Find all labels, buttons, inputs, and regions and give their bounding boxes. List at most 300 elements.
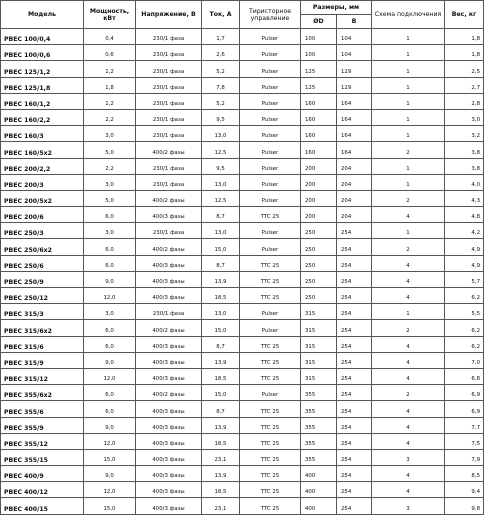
- cell-thyristor: TTC 25: [240, 433, 301, 449]
- cell-b: 254: [337, 271, 372, 287]
- cell-thyristor: TTC 25: [240, 207, 301, 223]
- cell-model: PBEC 125/1,2: [1, 61, 84, 77]
- cell-weight: 1,8: [445, 45, 484, 61]
- cell-od: 315: [301, 352, 337, 368]
- cell-b: 254: [337, 482, 372, 498]
- cell-scheme: 4: [372, 417, 445, 433]
- cell-weight: 4,9: [445, 255, 484, 271]
- cell-thyristor: Pulser: [240, 61, 301, 77]
- cell-power: 3,0: [84, 126, 136, 142]
- cell-weight: 8,5: [445, 466, 484, 482]
- cell-scheme: 4: [372, 433, 445, 449]
- cell-weight: 4,9: [445, 239, 484, 255]
- cell-power: 0,6: [84, 45, 136, 61]
- cell-voltage: 230/1 фаза: [136, 304, 202, 320]
- cell-voltage: 400/3 фазы: [136, 255, 202, 271]
- cell-current: 8,7: [202, 207, 240, 223]
- cell-model: PBEC 125/1,8: [1, 77, 84, 93]
- cell-b: 254: [337, 368, 372, 384]
- header-power: Мощность, кВт: [84, 1, 136, 29]
- cell-voltage: 400/3 фазы: [136, 401, 202, 417]
- cell-b: 164: [337, 126, 372, 142]
- cell-voltage: 230/1 фаза: [136, 109, 202, 125]
- cell-power: 9,0: [84, 466, 136, 482]
- cell-b: 254: [337, 498, 372, 514]
- cell-od: 160: [301, 93, 337, 109]
- cell-current: 15,0: [202, 239, 240, 255]
- cell-voltage: 400/3 фазы: [136, 288, 202, 304]
- cell-model: PBEC 250/3: [1, 223, 84, 239]
- cell-scheme: 2: [372, 190, 445, 206]
- table-row: [1, 142, 484, 158]
- cell-power: 5,0: [84, 190, 136, 206]
- table-row: [1, 385, 484, 401]
- cell-power: 2,2: [84, 158, 136, 174]
- cell-scheme: 1: [372, 174, 445, 190]
- cell-thyristor: Pulser: [240, 320, 301, 336]
- cell-voltage: 400/3 фазы: [136, 207, 202, 223]
- cell-power: 6,0: [84, 401, 136, 417]
- cell-od: 250: [301, 271, 337, 287]
- cell-b: 254: [337, 466, 372, 482]
- cell-weight: 6,8: [445, 368, 484, 384]
- cell-voltage: 400/3 фазы: [136, 466, 202, 482]
- cell-thyristor: Pulser: [240, 239, 301, 255]
- cell-scheme: 1: [372, 29, 445, 45]
- cell-power: 12,0: [84, 368, 136, 384]
- cell-current: 5,2: [202, 61, 240, 77]
- cell-scheme: 1: [372, 61, 445, 77]
- cell-weight: 7,7: [445, 417, 484, 433]
- cell-scheme: 1: [372, 77, 445, 93]
- cell-voltage: 400/3 фазы: [136, 417, 202, 433]
- cell-weight: 6,9: [445, 401, 484, 417]
- cell-power: 6,0: [84, 207, 136, 223]
- cell-power: 15,0: [84, 498, 136, 514]
- cell-model: PBEC 250/6x2: [1, 239, 84, 255]
- table-row: [1, 304, 484, 320]
- cell-scheme: 1: [372, 45, 445, 61]
- cell-model: PBEC 160/2,2: [1, 109, 84, 125]
- cell-current: 13,9: [202, 466, 240, 482]
- cell-current: 13,0: [202, 126, 240, 142]
- table-row: [1, 466, 484, 482]
- cell-weight: 3,0: [445, 109, 484, 125]
- cell-thyristor: Pulser: [240, 190, 301, 206]
- cell-weight: 4,2: [445, 223, 484, 239]
- header-weight: Вес, кг: [445, 1, 484, 29]
- cell-od: 160: [301, 126, 337, 142]
- cell-od: 250: [301, 239, 337, 255]
- table-row: [1, 320, 484, 336]
- cell-model: PBEC 315/6: [1, 336, 84, 352]
- cell-thyristor: TTC 25: [240, 417, 301, 433]
- cell-thyristor: TTC 25: [240, 255, 301, 271]
- cell-current: 12,5: [202, 142, 240, 158]
- cell-current: 9,5: [202, 158, 240, 174]
- cell-thyristor: Pulser: [240, 142, 301, 158]
- cell-b: 254: [337, 449, 372, 465]
- cell-weight: 6,9: [445, 385, 484, 401]
- table-row: [1, 336, 484, 352]
- cell-weight: 2,7: [445, 77, 484, 93]
- cell-b: 254: [337, 336, 372, 352]
- cell-power: 6,0: [84, 239, 136, 255]
- cell-od: 125: [301, 61, 337, 77]
- cell-power: 9,0: [84, 417, 136, 433]
- cell-thyristor: TTC 25: [240, 288, 301, 304]
- cell-power: 9,0: [84, 271, 136, 287]
- cell-b: 254: [337, 352, 372, 368]
- cell-od: 355: [301, 401, 337, 417]
- cell-model: PBEC 250/12: [1, 288, 84, 304]
- cell-current: 13,9: [202, 352, 240, 368]
- cell-power: 12,0: [84, 288, 136, 304]
- cell-weight: 5,7: [445, 271, 484, 287]
- cell-weight: 1,8: [445, 29, 484, 45]
- cell-scheme: 2: [372, 239, 445, 255]
- cell-thyristor: Pulser: [240, 93, 301, 109]
- cell-b: 104: [337, 45, 372, 61]
- cell-current: 18,5: [202, 368, 240, 384]
- cell-model: PBEC 100/0,4: [1, 29, 84, 45]
- table-row: [1, 61, 484, 77]
- table-row: [1, 368, 484, 384]
- cell-current: 13,9: [202, 417, 240, 433]
- cell-current: 7,8: [202, 77, 240, 93]
- cell-voltage: 400/2 фазы: [136, 239, 202, 255]
- cell-voltage: 230/1 фаза: [136, 77, 202, 93]
- cell-scheme: 4: [372, 482, 445, 498]
- cell-model: PBEC 355/6x2: [1, 385, 84, 401]
- cell-od: 160: [301, 109, 337, 125]
- cell-thyristor: TTC 25: [240, 449, 301, 465]
- cell-scheme: 3: [372, 449, 445, 465]
- cell-power: 9,0: [84, 352, 136, 368]
- table-header: [1, 1, 484, 29]
- cell-model: PBEC 400/15: [1, 498, 84, 514]
- cell-weight: 6,2: [445, 288, 484, 304]
- cell-b: 254: [337, 401, 372, 417]
- cell-od: 355: [301, 433, 337, 449]
- cell-od: 250: [301, 255, 337, 271]
- cell-power: 6,0: [84, 255, 136, 271]
- cell-power: 6,0: [84, 320, 136, 336]
- cell-b: 204: [337, 174, 372, 190]
- table-row: [1, 158, 484, 174]
- cell-current: 23,1: [202, 498, 240, 514]
- header-od: ØD: [301, 15, 337, 29]
- cell-current: 13,0: [202, 223, 240, 239]
- cell-od: 160: [301, 142, 337, 158]
- cell-weight: 2,8: [445, 93, 484, 109]
- cell-b: 129: [337, 77, 372, 93]
- cell-od: 250: [301, 288, 337, 304]
- cell-od: 355: [301, 449, 337, 465]
- table-row: [1, 449, 484, 465]
- cell-model: PBEC 200/6: [1, 207, 84, 223]
- cell-scheme: 3: [372, 498, 445, 514]
- cell-scheme: 2: [372, 385, 445, 401]
- cell-scheme: 1: [372, 93, 445, 109]
- header-scheme: Схема подключения: [372, 1, 445, 29]
- table-row: [1, 417, 484, 433]
- cell-voltage: 400/3 фазы: [136, 336, 202, 352]
- cell-power: 15,0: [84, 449, 136, 465]
- cell-od: 355: [301, 417, 337, 433]
- cell-od: 100: [301, 29, 337, 45]
- cell-weight: 6,2: [445, 320, 484, 336]
- cell-od: 125: [301, 77, 337, 93]
- cell-scheme: 2: [372, 142, 445, 158]
- cell-thyristor: Pulser: [240, 45, 301, 61]
- cell-weight: 4,3: [445, 190, 484, 206]
- cell-thyristor: Pulser: [240, 304, 301, 320]
- cell-thyristor: TTC 25: [240, 482, 301, 498]
- cell-model: PBEC 160/1,2: [1, 93, 84, 109]
- table-row: [1, 126, 484, 142]
- cell-voltage: 400/3 фазы: [136, 449, 202, 465]
- cell-voltage: 400/3 фазы: [136, 433, 202, 449]
- table-row: [1, 29, 484, 45]
- cell-current: 15,0: [202, 320, 240, 336]
- table-row: [1, 401, 484, 417]
- cell-model: PBEC 250/6: [1, 255, 84, 271]
- cell-current: 1,7: [202, 29, 240, 45]
- cell-current: 18,5: [202, 482, 240, 498]
- table-row: [1, 482, 484, 498]
- cell-power: 2,2: [84, 109, 136, 125]
- cell-model: PBEC 355/12: [1, 433, 84, 449]
- cell-voltage: 230/1 фаза: [136, 93, 202, 109]
- cell-b: 254: [337, 417, 372, 433]
- cell-voltage: 230/1 фаза: [136, 61, 202, 77]
- table-row: [1, 271, 484, 287]
- cell-power: 1,2: [84, 93, 136, 109]
- cell-power: 12,0: [84, 482, 136, 498]
- cell-voltage: 400/2 фазы: [136, 385, 202, 401]
- cell-scheme: 4: [372, 288, 445, 304]
- cell-power: 3,0: [84, 223, 136, 239]
- cell-thyristor: Pulser: [240, 109, 301, 125]
- cell-b: 129: [337, 61, 372, 77]
- cell-od: 250: [301, 223, 337, 239]
- cell-current: 5,2: [202, 93, 240, 109]
- cell-voltage: 400/3 фазы: [136, 498, 202, 514]
- cell-od: 200: [301, 207, 337, 223]
- cell-b: 164: [337, 109, 372, 125]
- cell-model: PBEC 200/3: [1, 174, 84, 190]
- cell-od: 400: [301, 466, 337, 482]
- cell-current: 15,0: [202, 385, 240, 401]
- table-body: [1, 29, 484, 515]
- cell-scheme: 4: [372, 466, 445, 482]
- header-dimensions: Размеры, мм: [301, 1, 372, 15]
- cell-weight: 2,5: [445, 61, 484, 77]
- cell-voltage: 230/1 фаза: [136, 158, 202, 174]
- cell-thyristor: TTC 25: [240, 352, 301, 368]
- cell-voltage: 230/1 фаза: [136, 126, 202, 142]
- cell-model: PBEC 315/9: [1, 352, 84, 368]
- cell-thyristor: TTC 25: [240, 271, 301, 287]
- cell-power: 5,0: [84, 142, 136, 158]
- cell-weight: 3,8: [445, 158, 484, 174]
- cell-weight: 4,0: [445, 174, 484, 190]
- cell-od: 315: [301, 336, 337, 352]
- cell-od: 200: [301, 174, 337, 190]
- cell-scheme: 2: [372, 320, 445, 336]
- cell-voltage: 230/1 фаза: [136, 174, 202, 190]
- cell-scheme: 1: [372, 126, 445, 142]
- cell-b: 254: [337, 223, 372, 239]
- cell-thyristor: TTC 25: [240, 498, 301, 514]
- cell-model: PBEC 315/3: [1, 304, 84, 320]
- cell-model: PBEC 355/15: [1, 449, 84, 465]
- cell-current: 12,5: [202, 190, 240, 206]
- cell-od: 355: [301, 385, 337, 401]
- cell-weight: 3,8: [445, 142, 484, 158]
- cell-od: 200: [301, 190, 337, 206]
- cell-voltage: 400/3 фазы: [136, 368, 202, 384]
- cell-voltage: 400/2 фазы: [136, 190, 202, 206]
- cell-weight: 6,2: [445, 336, 484, 352]
- table-row: [1, 109, 484, 125]
- cell-voltage: 230/1 фаза: [136, 223, 202, 239]
- cell-b: 104: [337, 29, 372, 45]
- table-row: [1, 433, 484, 449]
- cell-thyristor: Pulser: [240, 223, 301, 239]
- table-row: [1, 190, 484, 206]
- cell-current: 18,5: [202, 433, 240, 449]
- cell-thyristor: Pulser: [240, 174, 301, 190]
- table-row: [1, 498, 484, 514]
- cell-thyristor: Pulser: [240, 126, 301, 142]
- cell-model: PBEC 355/6: [1, 401, 84, 417]
- cell-model: PBEC 100/0,6: [1, 45, 84, 61]
- table-row: [1, 239, 484, 255]
- cell-voltage: 230/1 фаза: [136, 29, 202, 45]
- cell-scheme: 1: [372, 158, 445, 174]
- cell-current: 8,7: [202, 401, 240, 417]
- cell-model: PBEC 200/5x2: [1, 190, 84, 206]
- cell-model: PBEC 355/9: [1, 417, 84, 433]
- cell-power: 0,4: [84, 29, 136, 45]
- cell-od: 315: [301, 320, 337, 336]
- cell-scheme: 4: [372, 352, 445, 368]
- cell-current: 13,9: [202, 271, 240, 287]
- cell-b: 254: [337, 320, 372, 336]
- cell-thyristor: TTC 25: [240, 466, 301, 482]
- cell-scheme: 4: [372, 336, 445, 352]
- header-model: Модель: [1, 1, 84, 29]
- cell-voltage: 400/2 фазы: [136, 320, 202, 336]
- cell-voltage: 230/1 фаза: [136, 45, 202, 61]
- cell-weight: 3,2: [445, 126, 484, 142]
- cell-thyristor: TTC 25: [240, 336, 301, 352]
- cell-b: 164: [337, 93, 372, 109]
- table-row: [1, 223, 484, 239]
- cell-current: 9,5: [202, 109, 240, 125]
- cell-thyristor: TTC 25: [240, 401, 301, 417]
- cell-weight: 4,8: [445, 207, 484, 223]
- cell-model: PBEC 400/9: [1, 466, 84, 482]
- cell-power: 12,0: [84, 433, 136, 449]
- cell-voltage: 400/3 фазы: [136, 271, 202, 287]
- cell-weight: 9,8: [445, 498, 484, 514]
- cell-power: 3,0: [84, 304, 136, 320]
- cell-voltage: 400/3 фазы: [136, 352, 202, 368]
- table-row: [1, 77, 484, 93]
- cell-b: 204: [337, 158, 372, 174]
- cell-power: 6,0: [84, 336, 136, 352]
- cell-scheme: 4: [372, 255, 445, 271]
- cell-od: 400: [301, 482, 337, 498]
- header-voltage: Напряжение, В: [136, 1, 202, 29]
- cell-scheme: 1: [372, 109, 445, 125]
- table-row: [1, 352, 484, 368]
- cell-scheme: 4: [372, 368, 445, 384]
- cell-model: PBEC 160/5x2: [1, 142, 84, 158]
- cell-model: PBEC 250/9: [1, 271, 84, 287]
- cell-scheme: 4: [372, 207, 445, 223]
- cell-scheme: 1: [372, 223, 445, 239]
- cell-b: 254: [337, 288, 372, 304]
- cell-scheme: 4: [372, 401, 445, 417]
- cell-b: 164: [337, 142, 372, 158]
- cell-od: 200: [301, 158, 337, 174]
- cell-od: 315: [301, 368, 337, 384]
- cell-current: 8,7: [202, 336, 240, 352]
- header-b: B: [337, 15, 372, 29]
- cell-model: PBEC 315/6x2: [1, 320, 84, 336]
- cell-b: 254: [337, 385, 372, 401]
- cell-model: PBEC 315/12: [1, 368, 84, 384]
- cell-current: 23,1: [202, 449, 240, 465]
- cell-thyristor: TTC 25: [240, 368, 301, 384]
- cell-power: 1,2: [84, 61, 136, 77]
- table-row: [1, 288, 484, 304]
- cell-power: 3,0: [84, 174, 136, 190]
- cell-b: 204: [337, 207, 372, 223]
- cell-weight: 9,4: [445, 482, 484, 498]
- cell-scheme: 4: [372, 271, 445, 287]
- header-current: Ток, А: [202, 1, 240, 29]
- cell-current: 8,7: [202, 255, 240, 271]
- cell-scheme: 1: [372, 304, 445, 320]
- table-row: [1, 174, 484, 190]
- cell-weight: 7,9: [445, 449, 484, 465]
- cell-power: 1,8: [84, 77, 136, 93]
- table-row: [1, 207, 484, 223]
- cell-b: 254: [337, 433, 372, 449]
- cell-current: 2,6: [202, 45, 240, 61]
- table-row: [1, 93, 484, 109]
- cell-current: 13,0: [202, 174, 240, 190]
- cell-thyristor: Pulser: [240, 29, 301, 45]
- cell-b: 254: [337, 239, 372, 255]
- cell-power: 6,0: [84, 385, 136, 401]
- cell-weight: 7,0: [445, 352, 484, 368]
- cell-b: 254: [337, 255, 372, 271]
- cell-thyristor: Pulser: [240, 385, 301, 401]
- cell-current: 18,5: [202, 288, 240, 304]
- cell-model: PBEC 400/12: [1, 482, 84, 498]
- cell-voltage: 400/2 фазы: [136, 142, 202, 158]
- cell-thyristor: Pulser: [240, 158, 301, 174]
- cell-b: 204: [337, 190, 372, 206]
- cell-model: PBEC 160/3: [1, 126, 84, 142]
- cell-od: 400: [301, 498, 337, 514]
